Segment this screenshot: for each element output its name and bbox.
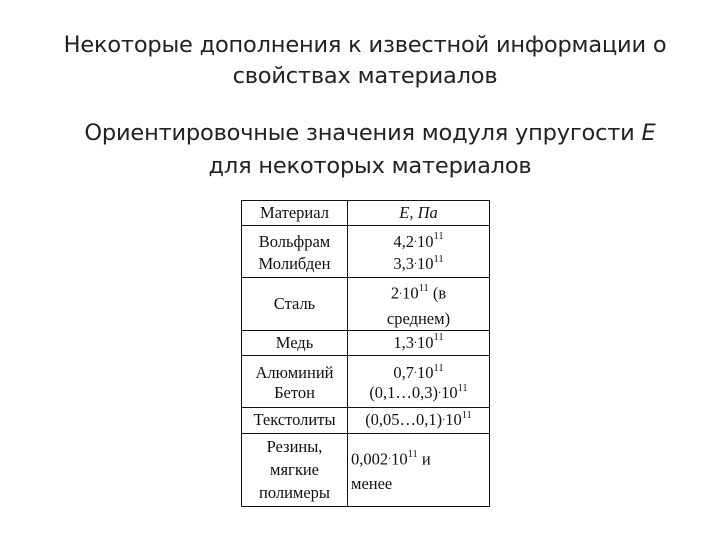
table-row: [242, 407, 490, 433]
subtitle-text-start: Ориентировочные значения модуля упругости: [84, 120, 642, 146]
material-cell: Сталь: [242, 278, 348, 331]
multiply-dot: .: [414, 230, 417, 245]
material-cell: Бетон: [242, 383, 348, 407]
subtitle-text-end: для некоторых материалов: [208, 153, 532, 179]
material-line: полимеры: [258, 483, 331, 502]
modulus-exponent: 11: [461, 409, 472, 421]
slide-title: Некоторые дополнения к известной информации о свойствах материалов: [63, 32, 667, 89]
modulus-base: 10: [417, 332, 434, 352]
material-cell: Текстолиты: [242, 407, 348, 433]
modulus-mantissa: 0,7: [393, 363, 414, 382]
elastic-modulus-table: [241, 200, 490, 507]
multiply-dot: .: [414, 362, 417, 376]
material-cell: Вольфрам: [242, 226, 348, 252]
table-header-row: [242, 201, 490, 226]
modulus-base: 10: [417, 254, 434, 274]
material-cell: Алюминий: [242, 355, 348, 383]
modulus-exponent: 11: [433, 231, 444, 242]
modulus-mantissa: 1,3: [393, 332, 414, 352]
multiply-dot: .: [388, 448, 392, 463]
modulus-exponent: 11: [433, 362, 444, 374]
modulus-note: (в: [428, 283, 447, 303]
material-line: мягкие: [270, 460, 319, 479]
table-row: [242, 226, 490, 252]
modulus-mantissa: 2: [390, 283, 400, 303]
modulus-exponent: 11: [457, 382, 468, 394]
modulus-base: 10: [391, 449, 408, 469]
modulus-note: и: [417, 449, 431, 469]
modulus-base: 10: [445, 410, 462, 429]
modulus-cell: [348, 407, 490, 433]
multiply-dot: .: [438, 382, 442, 396]
table-row: [242, 330, 490, 355]
modulus-mantissa: 0,002: [351, 449, 389, 469]
table-row: [242, 278, 490, 331]
modulus-base: 10: [417, 363, 434, 382]
modulus-cell: [348, 433, 490, 506]
material-cell: [242, 433, 348, 506]
modulus-exponent: 11: [433, 253, 444, 265]
modulus-base: 10: [402, 283, 419, 303]
table-row: [242, 433, 490, 506]
modulus-exponent: 11: [433, 332, 444, 343]
table-row: [242, 355, 490, 383]
modulus-mantissa: (0,1…0,3): [369, 383, 439, 402]
material-line: Резины,: [266, 437, 323, 456]
material-cell: Медь: [242, 330, 348, 355]
modulus-mantissa: (0,05…0,1): [365, 410, 443, 429]
modulus-base: 10: [441, 383, 458, 402]
modulus-cell: [348, 252, 490, 278]
modulus-cell: [348, 226, 490, 252]
multiply-dot: .: [414, 331, 417, 346]
modulus-symbol: E: [641, 120, 656, 146]
modulus-mantissa: 3,3: [393, 254, 414, 274]
modulus-exponent: 11: [407, 448, 418, 460]
multiply-dot: .: [399, 282, 403, 297]
modulus-cell: [348, 330, 490, 355]
header-modulus: E, Па: [348, 201, 490, 226]
table-row: [242, 383, 490, 407]
multiply-dot: .: [414, 253, 417, 268]
modulus-cell: [348, 278, 490, 331]
modulus-base: 10: [417, 231, 434, 251]
material-cell: Молибден: [242, 252, 348, 278]
modulus-exponent: 11: [418, 283, 429, 294]
slide-subtitle: [60, 117, 680, 183]
header-material: Материал: [242, 201, 348, 226]
modulus-cell: [348, 355, 490, 383]
modulus-mantissa: 4,2: [393, 231, 414, 251]
modulus-note-line2: среднем): [386, 308, 451, 328]
modulus-cell: [348, 383, 490, 407]
modulus-note-line2: менее: [351, 474, 393, 494]
multiply-dot: .: [442, 409, 446, 423]
table-row: [242, 252, 490, 278]
